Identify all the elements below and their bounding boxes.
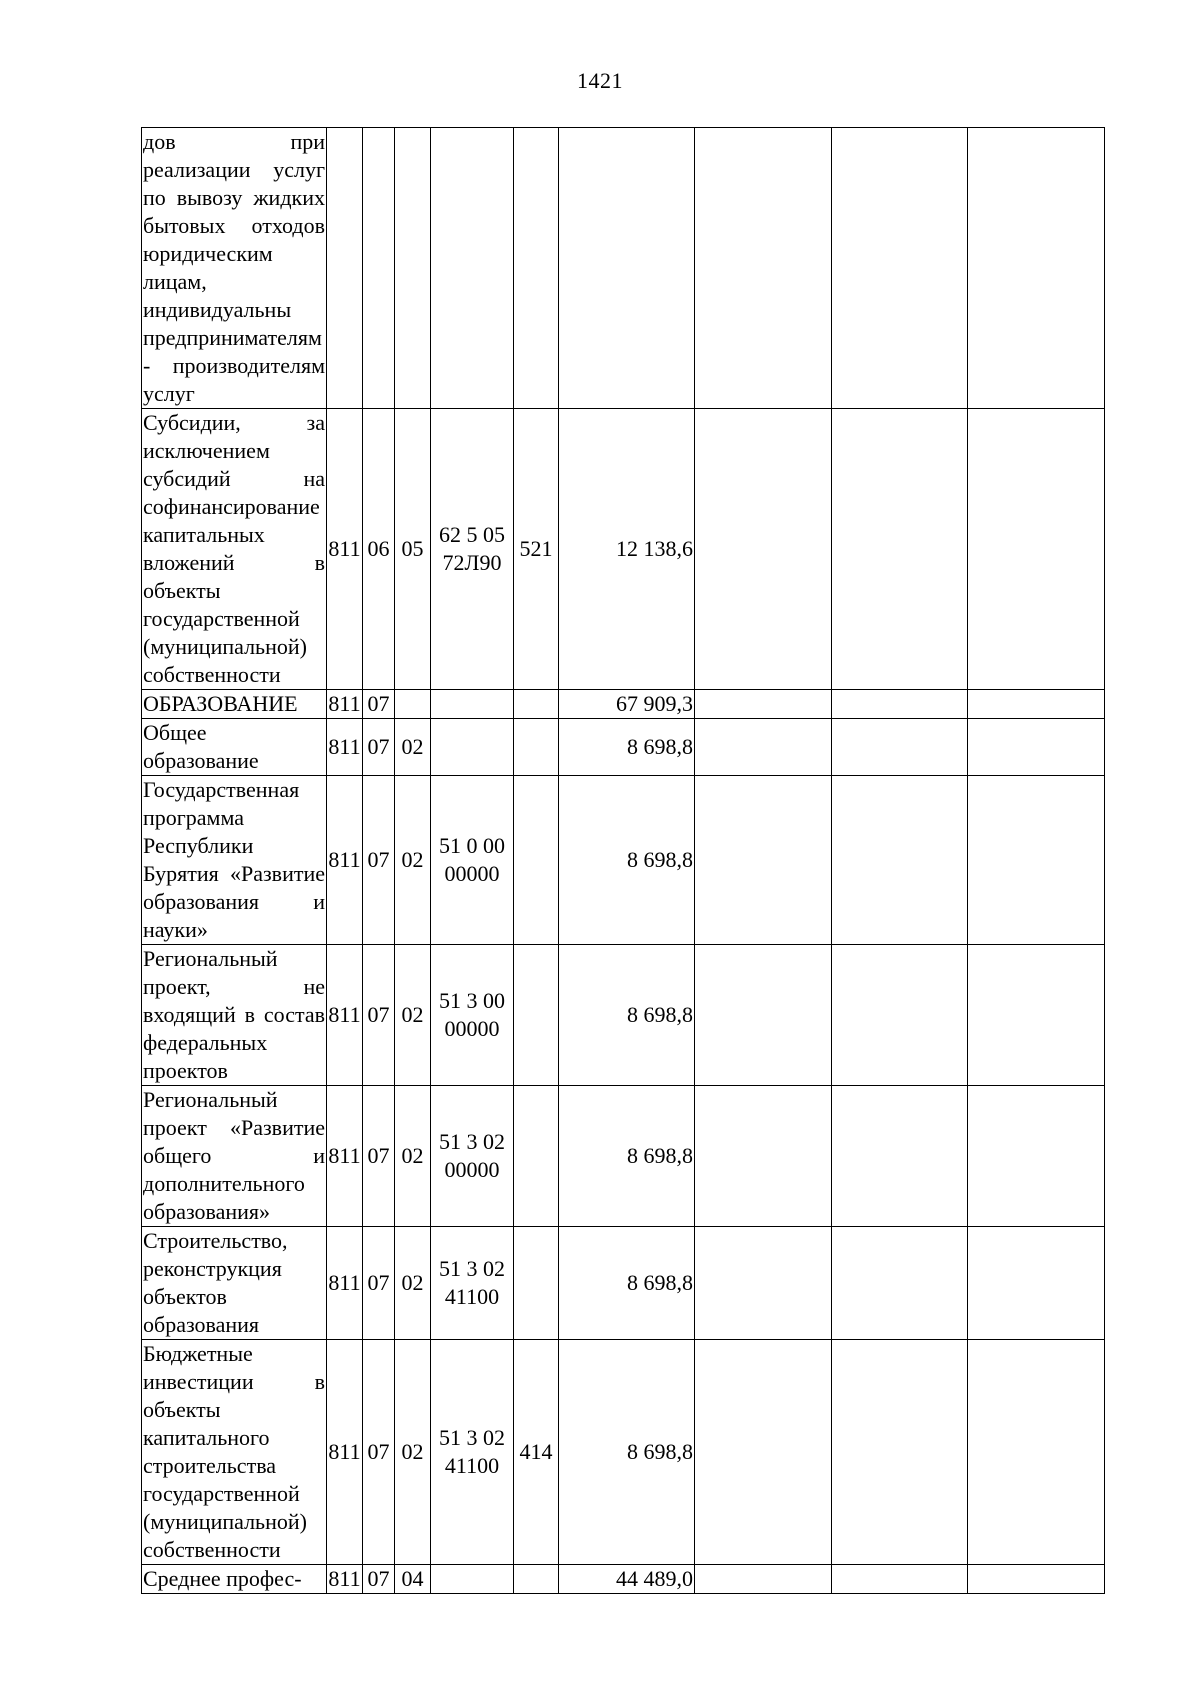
- row-sum: 8 698,8: [559, 719, 695, 776]
- table-row: [142, 719, 1105, 776]
- row-name: Региональный проект «Развитие общего и дополнительного образования»: [142, 1086, 327, 1227]
- row-sum: 8 698,8: [559, 776, 695, 945]
- table-row: [142, 945, 1105, 1086]
- row-empty-cell: [695, 690, 832, 719]
- row-empty-cell: [832, 1227, 968, 1340]
- row-empty-cell: [968, 776, 1105, 945]
- row-name: Региональный проект, не входящий в состав федеральных проектов: [142, 945, 327, 1086]
- row-vr: [514, 719, 559, 776]
- row-vr: 414: [514, 1340, 559, 1565]
- row-pr: 02: [395, 945, 431, 1086]
- row-empty-cell: [968, 719, 1105, 776]
- page-number: 1421: [577, 68, 623, 93]
- row-name: Среднее профес-: [142, 1565, 327, 1594]
- table-row: [142, 409, 1105, 690]
- row-pr: [395, 128, 431, 409]
- row-empty-cell: [968, 1565, 1105, 1594]
- table-row: [142, 128, 1105, 409]
- row-pr: 04: [395, 1565, 431, 1594]
- row-pr: 02: [395, 1086, 431, 1227]
- table-row: [142, 1086, 1105, 1227]
- budget-table: [141, 127, 1105, 1594]
- row-name: дов при реализации услуг по вывозу жидких бытовых отходов юридическим лицам, индивидуальны предпринимателям - производителям услуг: [142, 128, 327, 409]
- row-empty-cell: [968, 128, 1105, 409]
- row-empty-cell: [968, 1340, 1105, 1565]
- row-empty-cell: [832, 1340, 968, 1565]
- row-empty-cell: [695, 1086, 832, 1227]
- row-vr: [514, 690, 559, 719]
- row-empty-cell: [695, 1340, 832, 1565]
- row-empty-cell: [968, 690, 1105, 719]
- table-row: [142, 1565, 1105, 1594]
- row-empty-cell: [832, 409, 968, 690]
- row-csr: 51 3 02 41100: [431, 1340, 514, 1565]
- row-empty-cell: [832, 719, 968, 776]
- row-rz: 07: [363, 1086, 395, 1227]
- row-gr: [327, 128, 363, 409]
- table-row: [142, 776, 1105, 945]
- row-sum: 44 489,0: [559, 1565, 695, 1594]
- row-rz: 07: [363, 1227, 395, 1340]
- row-gr: 811: [327, 1565, 363, 1594]
- row-csr: 51 3 00 00000: [431, 945, 514, 1086]
- row-vr: [514, 1565, 559, 1594]
- table-row: [142, 690, 1105, 719]
- row-rz: 06: [363, 409, 395, 690]
- row-vr: [514, 1227, 559, 1340]
- row-rz: [363, 128, 395, 409]
- row-empty-cell: [968, 945, 1105, 1086]
- row-empty-cell: [832, 690, 968, 719]
- row-gr: 811: [327, 409, 363, 690]
- row-gr: 811: [327, 1086, 363, 1227]
- row-empty-cell: [695, 945, 832, 1086]
- row-csr: 51 0 00 00000: [431, 776, 514, 945]
- row-pr: [395, 690, 431, 719]
- row-vr: [514, 945, 559, 1086]
- row-name: Бюджетные инвестиции в объекты капитального строительства государственной (муниципальной) собственности: [142, 1340, 327, 1565]
- row-csr: [431, 128, 514, 409]
- table-row: [142, 1227, 1105, 1340]
- row-sum: 8 698,8: [559, 1086, 695, 1227]
- row-rz: 07: [363, 1340, 395, 1565]
- row-gr: 811: [327, 945, 363, 1086]
- row-csr: [431, 690, 514, 719]
- row-csr: [431, 719, 514, 776]
- row-csr: 51 3 02 41100: [431, 1227, 514, 1340]
- row-empty-cell: [968, 1227, 1105, 1340]
- row-empty-cell: [695, 128, 832, 409]
- row-csr: 51 3 02 00000: [431, 1086, 514, 1227]
- row-csr: [431, 1565, 514, 1594]
- row-empty-cell: [832, 945, 968, 1086]
- row-name: ОБРАЗОВАНИЕ: [142, 690, 327, 719]
- row-vr: [514, 1086, 559, 1227]
- row-name: Строительство, реконструкция объектов образования: [142, 1227, 327, 1340]
- row-gr: 811: [327, 776, 363, 945]
- row-name: Субсидии, за исключением субсидий на софинансирование капитальных вложений в объекты государственной (муниципальной) собственности: [142, 409, 327, 690]
- row-gr: 811: [327, 690, 363, 719]
- row-pr: 02: [395, 776, 431, 945]
- row-sum: 12 138,6: [559, 409, 695, 690]
- row-empty-cell: [832, 128, 968, 409]
- row-pr: 02: [395, 1227, 431, 1340]
- row-gr: 811: [327, 1227, 363, 1340]
- row-empty-cell: [695, 1227, 832, 1340]
- row-pr: 05: [395, 409, 431, 690]
- row-sum: [559, 128, 695, 409]
- row-empty-cell: [695, 776, 832, 945]
- row-pr: 02: [395, 719, 431, 776]
- row-sum: 8 698,8: [559, 1227, 695, 1340]
- row-sum: 8 698,8: [559, 945, 695, 1086]
- table-row: [142, 1340, 1105, 1565]
- row-name: Государственная программа Республики Бурятия «Развитие образования и науки»: [142, 776, 327, 945]
- row-empty-cell: [968, 409, 1105, 690]
- row-rz: 07: [363, 945, 395, 1086]
- row-empty-cell: [832, 1565, 968, 1594]
- row-empty-cell: [695, 409, 832, 690]
- row-rz: 07: [363, 719, 395, 776]
- row-rz: 07: [363, 776, 395, 945]
- row-name: Общее образование: [142, 719, 327, 776]
- row-sum: 8 698,8: [559, 1340, 695, 1565]
- row-pr: 02: [395, 1340, 431, 1565]
- row-csr: 62 5 05 72Л90: [431, 409, 514, 690]
- row-rz: 07: [363, 690, 395, 719]
- row-rz: 07: [363, 1565, 395, 1594]
- row-empty-cell: [832, 1086, 968, 1227]
- row-gr: 811: [327, 1340, 363, 1565]
- row-empty-cell: [695, 1565, 832, 1594]
- row-vr: 521: [514, 409, 559, 690]
- row-vr: [514, 128, 559, 409]
- row-empty-cell: [968, 1086, 1105, 1227]
- row-vr: [514, 776, 559, 945]
- row-empty-cell: [695, 719, 832, 776]
- row-sum: 67 909,3: [559, 690, 695, 719]
- row-empty-cell: [832, 776, 968, 945]
- row-gr: 811: [327, 719, 363, 776]
